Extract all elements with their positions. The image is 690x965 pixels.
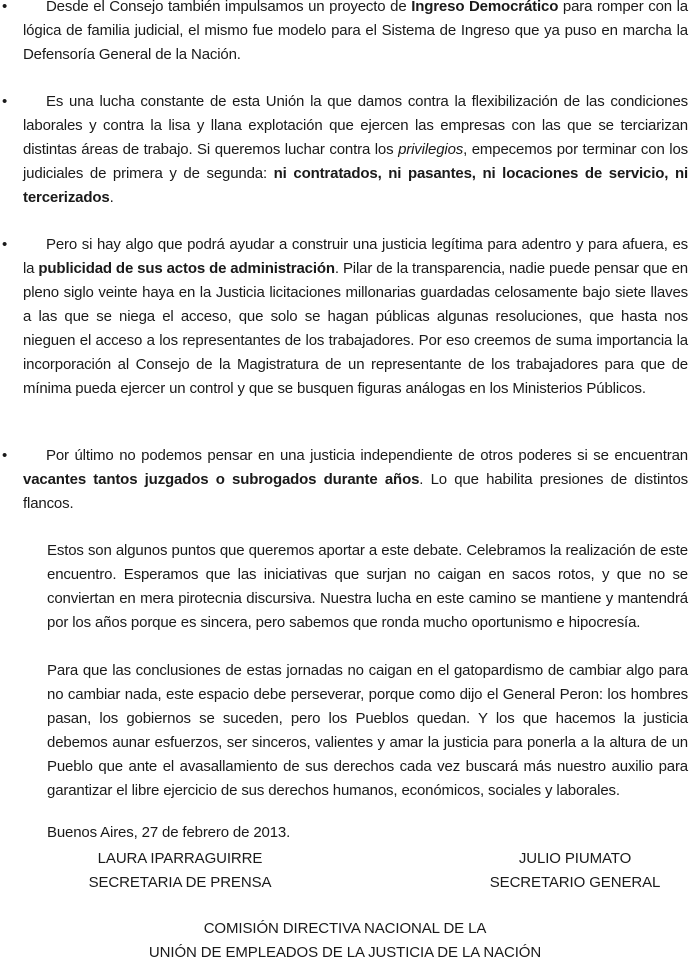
text-segment: . Lo que habilita presiones de distintos flancos. <box>23 471 688 512</box>
bold-segment: publicidad de sus actos de administración <box>38 260 335 277</box>
text-segment: . <box>109 189 114 206</box>
bullet-paragraph <box>23 90 688 210</box>
bold-segment: vacantes tantos juzgados o subrogados durante años <box>23 471 420 488</box>
bold-segment: ni contratados, ni pasantes, ni locaciones de servicio, ni tercerizados <box>23 165 688 206</box>
text-segment: Por último no podemos pensar en una justicia independiente de otros poderes si se encuentran <box>46 447 688 464</box>
closing-paragraph-2: Para que las conclusiones de estas jornadas no caigan en el gatopardismo de cambiar algo para no cambiar nada, este espacio debe perseverar, porque como dijo el General Peron: los hombres pasan, los gobiernos se suceden, pero los Pueblos quedan. Y los que hacemos la justicia debemos aunar esfuerzos, ser sinceros, valientes y amar la justicia para ponerla a la altura de un Pueblo que ante el avasallamiento de sus derechos cada vez buscará más nuestro auxilio para garantizar el libre ejercicio de sus derechos humanos, económicos, sociales y laborales. <box>47 662 688 799</box>
signature-left-name: LAURA IPARRAGUIRRE <box>97 850 263 867</box>
italic-segment: privilegios <box>398 141 464 158</box>
date-line: Buenos Aires, 27 de febrero de 2013. <box>47 824 291 841</box>
text-segment: Es una lucha constante de esta Unión la que damos contra la flexibilización de las condiciones laborales y contra la lisa y llana explotación que ejercen las empresas con las que se terciarizan distintas áreas de trabajo. Si queremos luchar contra los <box>23 93 688 158</box>
footer-commission: COMISIÓN DIRECTIVA NACIONAL DE LA <box>203 920 487 937</box>
signature-right-role: SECRETARIO GENERAL <box>489 874 661 891</box>
bullet-marker: • <box>2 93 8 110</box>
text-segment: , empecemos por terminar con los judiciales de primera y de segunda: <box>23 141 688 182</box>
text-segment: Desde el Consejo también impulsamos un proyecto de <box>46 0 412 15</box>
bullet-marker: • <box>2 447 8 464</box>
footer-union: UNIÓN DE EMPLEADOS DE LA JUSTICIA DE LA NACIÓN <box>148 944 542 961</box>
signature-right-name: JULIO PIUMATO <box>518 850 632 867</box>
closing-paragraph-1: Estos son algunos puntos que queremos aportar a este debate. Celebramos la realización de este encuentro. Esperamos que las iniciativas que surjan no caigan en sacos rotos, y que no se conviertan en mera pirotecnia discursiva. Nuestra lucha en este camino se mantiene y mantendrá por los años porque es sincera, pero sabemos que ronda mucho oportunismo e hipocresía. <box>47 542 688 631</box>
text-segment: para romper con la lógica de familia judicial, el mismo fue modelo para el Sistema de Ingreso que ya puso en marcha la Defensoría General de la Nación. <box>23 0 689 63</box>
text-segment: Pero si hay algo que podrá ayudar a construir una justicia legítima para adentro y para afuera, es la <box>23 236 688 277</box>
bullet-paragraph <box>23 233 688 401</box>
signature-left-role: SECRETARIA DE PRENSA <box>88 874 272 891</box>
bullet-paragraph <box>23 0 688 67</box>
bullet-paragraph <box>23 444 688 516</box>
bullet-marker: • <box>2 236 8 253</box>
bold-segment: Ingreso Democrático <box>411 0 559 15</box>
bullet-marker: • <box>2 0 8 15</box>
text-segment: . Pilar de la transparencia, nadie puede pensar que en pleno siglo veinte haya en la Justicia licitaciones millonarias guardadas celosamente bajo siete llaves a las que se niega el acceso, que solo se hagan públicas algunas resoluciones, que hasta nos nieguen el acceso a los representantes de los trabajadores. Por eso creemos de suma importancia la incorporación al Consejo de la Magistratura de un representante de los trabajadores para que de mínima pueda ejercer un control y que se busquen figuras análogas en los Ministerios Públicos. <box>23 260 688 397</box>
